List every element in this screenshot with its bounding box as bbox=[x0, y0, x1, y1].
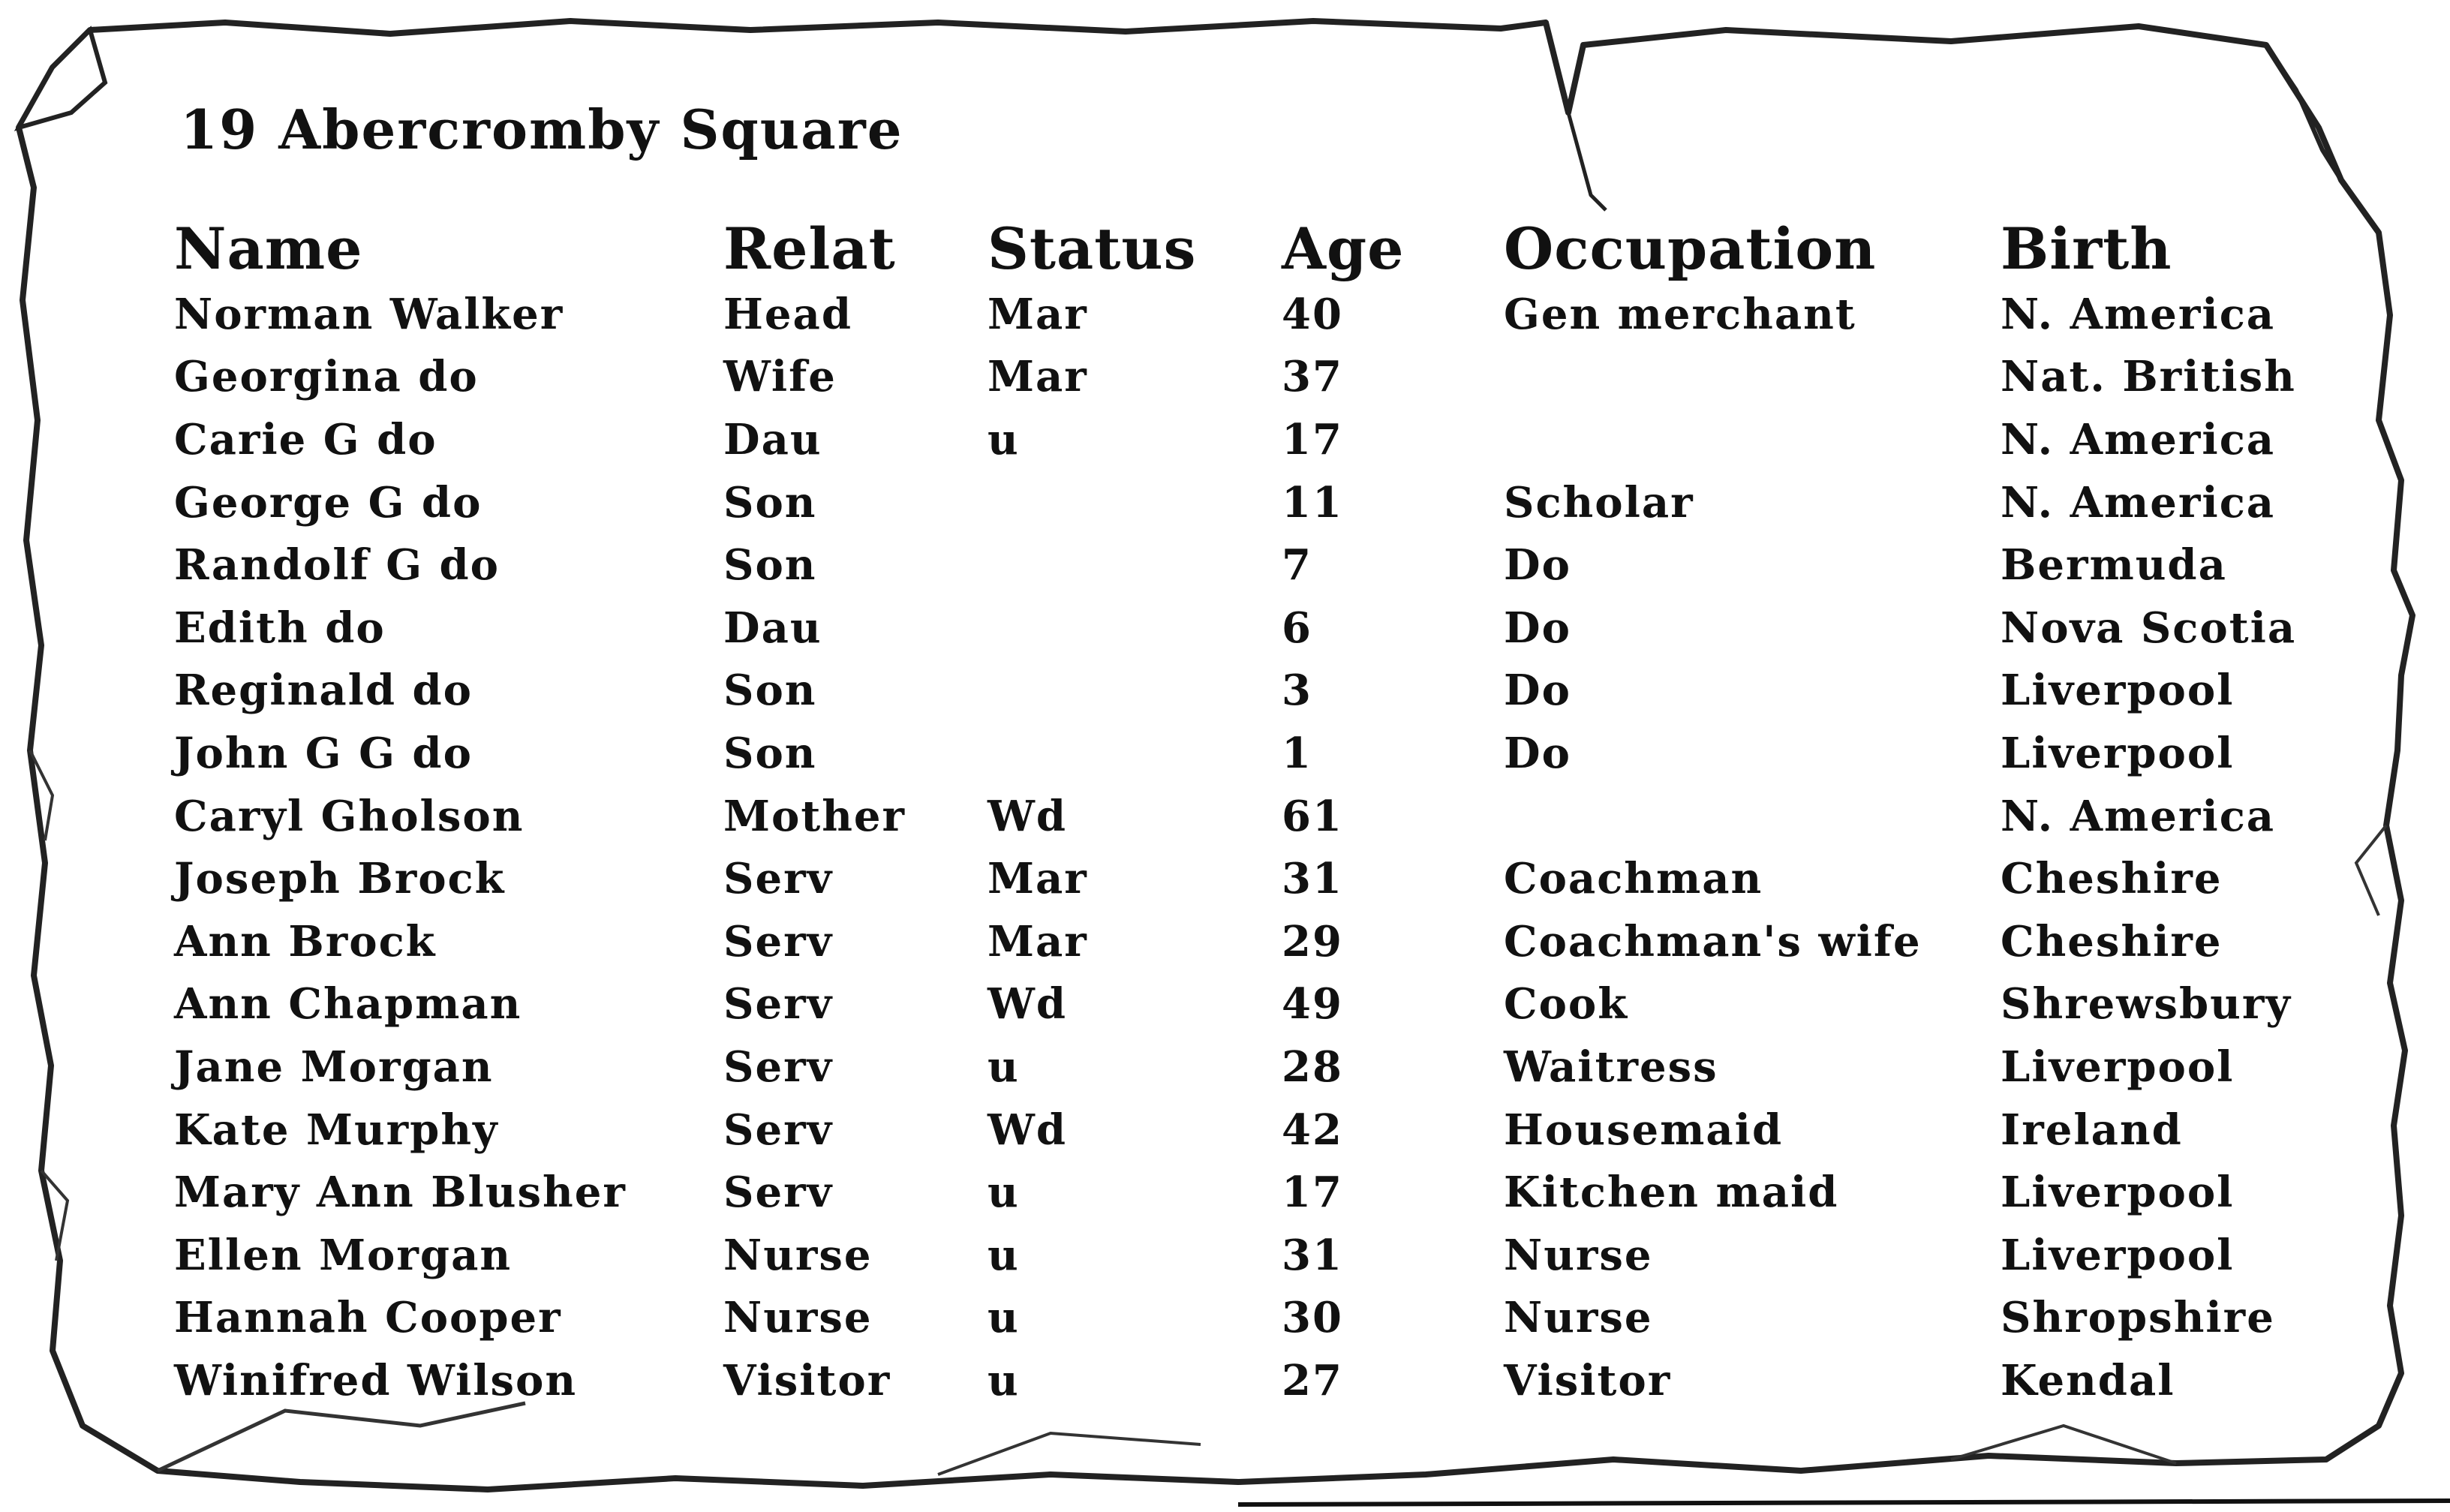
cell-age: 30 bbox=[1282, 1293, 1343, 1343]
cell-age: 11 bbox=[1282, 477, 1343, 528]
cell-occupation: Waitress bbox=[1504, 1042, 1718, 1092]
cell-occupation: Do bbox=[1504, 540, 1571, 591]
cell-relat: Wife bbox=[723, 352, 837, 402]
cell-name: Hannah Cooper bbox=[174, 1293, 562, 1343]
cell-name: Joseph Brock bbox=[174, 854, 506, 904]
cell-name: Ann Brock bbox=[174, 916, 437, 966]
cell-age: 31 bbox=[1282, 854, 1343, 904]
cell-relat: Nurse bbox=[723, 1230, 873, 1280]
table-row bbox=[174, 1224, 2316, 1287]
table-row bbox=[174, 408, 2316, 471]
cell-occupation: Cook bbox=[1504, 979, 1629, 1030]
cell-birth: Liverpool bbox=[2001, 666, 2235, 716]
table-row bbox=[174, 534, 2316, 597]
cell-relat: Son bbox=[723, 728, 817, 778]
cell-name: Winifred Wilson bbox=[174, 1355, 578, 1405]
cell-birth: Kendal bbox=[2001, 1355, 2175, 1405]
census-table bbox=[174, 214, 2316, 1412]
cell-age: 1 bbox=[1282, 728, 1312, 778]
cell-relat: Dau bbox=[723, 414, 822, 464]
cell-birth: Cheshire bbox=[2001, 916, 2223, 966]
cell-occupation: Coachman's wife bbox=[1504, 916, 1922, 966]
table-row bbox=[174, 1349, 2316, 1412]
cell-birth: N. America bbox=[2001, 791, 2276, 841]
header-occupation: Occupation bbox=[1504, 215, 1877, 282]
cell-birth: Shrewsbury bbox=[2001, 979, 2292, 1030]
cell-status: u bbox=[988, 1230, 1020, 1280]
cell-name: Randolf G do bbox=[174, 540, 501, 591]
cell-status: Wd bbox=[988, 791, 1068, 841]
cell-age: 17 bbox=[1282, 414, 1343, 464]
table-row bbox=[174, 910, 2316, 973]
cell-age: 28 bbox=[1282, 1042, 1343, 1092]
cell-relat: Serv bbox=[723, 854, 834, 904]
cell-birth: N. America bbox=[2001, 289, 2276, 339]
cell-birth: Liverpool bbox=[2001, 1168, 2235, 1218]
cell-occupation: Housemaid bbox=[1504, 1105, 1784, 1155]
table-row bbox=[174, 471, 2316, 534]
cell-name: Georgina do bbox=[174, 352, 479, 402]
cell-age: 29 bbox=[1282, 916, 1343, 966]
cell-status: u bbox=[988, 414, 1020, 464]
cell-age: 49 bbox=[1282, 979, 1343, 1030]
cell-status: Wd bbox=[988, 979, 1068, 1030]
cell-relat: Serv bbox=[723, 1042, 834, 1092]
cell-status bbox=[988, 534, 1282, 597]
cell-birth: Liverpool bbox=[2001, 1230, 2235, 1280]
cell-occupation bbox=[1504, 408, 2001, 471]
cell-age: 37 bbox=[1282, 352, 1343, 402]
cell-relat: Nurse bbox=[723, 1293, 873, 1343]
cell-status: u bbox=[988, 1355, 1020, 1405]
cell-relat: Son bbox=[723, 477, 817, 528]
cell-status: Mar bbox=[988, 289, 1088, 339]
header-status: Status bbox=[988, 215, 1197, 282]
cell-occupation: Do bbox=[1504, 603, 1571, 653]
cell-relat: Serv bbox=[723, 916, 834, 966]
cell-status: u bbox=[988, 1168, 1020, 1218]
table-row bbox=[174, 1036, 2316, 1099]
table-row bbox=[174, 1287, 2316, 1350]
cell-name: Caryl Gholson bbox=[174, 791, 525, 841]
header-row bbox=[174, 214, 2316, 283]
cell-relat: Visitor bbox=[723, 1355, 891, 1405]
cell-birth: N. America bbox=[2001, 477, 2276, 528]
cell-occupation: Do bbox=[1504, 728, 1571, 778]
cell-status: Wd bbox=[988, 1105, 1068, 1155]
cell-birth: Liverpool bbox=[2001, 728, 2235, 778]
cell-relat: Serv bbox=[723, 979, 834, 1030]
cell-occupation: Gen merchant bbox=[1504, 289, 1856, 339]
cell-occupation bbox=[1504, 785, 2001, 848]
cell-status bbox=[988, 597, 1282, 660]
cell-birth: Nova Scotia bbox=[2001, 603, 2297, 653]
cell-name: Kate Murphy bbox=[174, 1105, 499, 1155]
table-row bbox=[174, 1099, 2316, 1162]
cell-occupation: Scholar bbox=[1504, 477, 1694, 528]
table-row bbox=[174, 785, 2316, 848]
cell-birth: Cheshire bbox=[2001, 854, 2223, 904]
header-relat: Relat bbox=[723, 215, 896, 282]
cell-occupation: Nurse bbox=[1504, 1293, 1653, 1343]
cell-age: 42 bbox=[1282, 1105, 1343, 1155]
table-row bbox=[174, 597, 2316, 660]
table-row bbox=[174, 346, 2316, 409]
cell-status: Mar bbox=[988, 916, 1088, 966]
cell-relat: Serv bbox=[723, 1168, 834, 1218]
cell-age: 3 bbox=[1282, 666, 1312, 716]
cell-age: 61 bbox=[1282, 791, 1343, 841]
cell-name: John G G do bbox=[174, 728, 473, 778]
document-title: 19 Abercromby Square bbox=[180, 98, 903, 161]
cell-relat: Head bbox=[723, 289, 852, 339]
cell-name: Mary Ann Blusher bbox=[174, 1168, 627, 1218]
cell-status: Mar bbox=[988, 854, 1088, 904]
cell-status: u bbox=[988, 1042, 1020, 1092]
header-name: Name bbox=[174, 215, 363, 282]
cell-birth: Nat. British bbox=[2001, 352, 2296, 402]
cell-occupation: Visitor bbox=[1504, 1355, 1672, 1405]
header-age: Age bbox=[1282, 215, 1405, 282]
table-row bbox=[174, 847, 2316, 910]
cell-relat: Son bbox=[723, 666, 817, 716]
cell-name: Edith do bbox=[174, 603, 386, 653]
cell-relat: Mother bbox=[723, 791, 906, 841]
cell-age: 40 bbox=[1282, 289, 1343, 339]
cell-birth: Bermuda bbox=[2001, 540, 2227, 591]
cell-name: Jane Morgan bbox=[174, 1042, 494, 1092]
cell-age: 27 bbox=[1282, 1355, 1343, 1405]
cell-status: Mar bbox=[988, 352, 1088, 402]
cell-status bbox=[988, 722, 1282, 785]
table-row bbox=[174, 283, 2316, 346]
cell-relat: Dau bbox=[723, 603, 822, 653]
table-row bbox=[174, 973, 2316, 1036]
cell-occupation bbox=[1504, 346, 2001, 409]
cell-occupation: Coachman bbox=[1504, 854, 1763, 904]
cell-name: Reginald do bbox=[174, 666, 473, 716]
cell-relat: Serv bbox=[723, 1105, 834, 1155]
header-birth: Birth bbox=[2001, 215, 2172, 282]
cell-status bbox=[988, 471, 1282, 534]
table-row bbox=[174, 1161, 2316, 1224]
cell-occupation: Kitchen maid bbox=[1504, 1168, 1839, 1218]
cell-status bbox=[988, 660, 1282, 723]
cell-name: Carie G do bbox=[174, 414, 437, 464]
table-row bbox=[174, 660, 2316, 723]
cell-name: Ann Chapman bbox=[174, 979, 522, 1030]
cell-age: 17 bbox=[1282, 1168, 1343, 1218]
cell-occupation: Nurse bbox=[1504, 1230, 1653, 1280]
cell-birth: Shropshire bbox=[2001, 1293, 2275, 1343]
cell-age: 31 bbox=[1282, 1230, 1343, 1280]
cell-relat: Son bbox=[723, 540, 817, 591]
cell-birth: Ireland bbox=[2001, 1105, 2183, 1155]
cell-birth: N. America bbox=[2001, 414, 2276, 464]
cell-name: George G do bbox=[174, 477, 482, 528]
cell-age: 7 bbox=[1282, 540, 1312, 591]
cell-age: 6 bbox=[1282, 603, 1312, 653]
table-row bbox=[174, 722, 2316, 785]
cell-occupation: Do bbox=[1504, 666, 1571, 716]
cell-birth: Liverpool bbox=[2001, 1042, 2235, 1092]
cell-name: Norman Walker bbox=[174, 289, 564, 339]
cell-status: u bbox=[988, 1293, 1020, 1343]
cell-name: Ellen Morgan bbox=[174, 1230, 513, 1280]
